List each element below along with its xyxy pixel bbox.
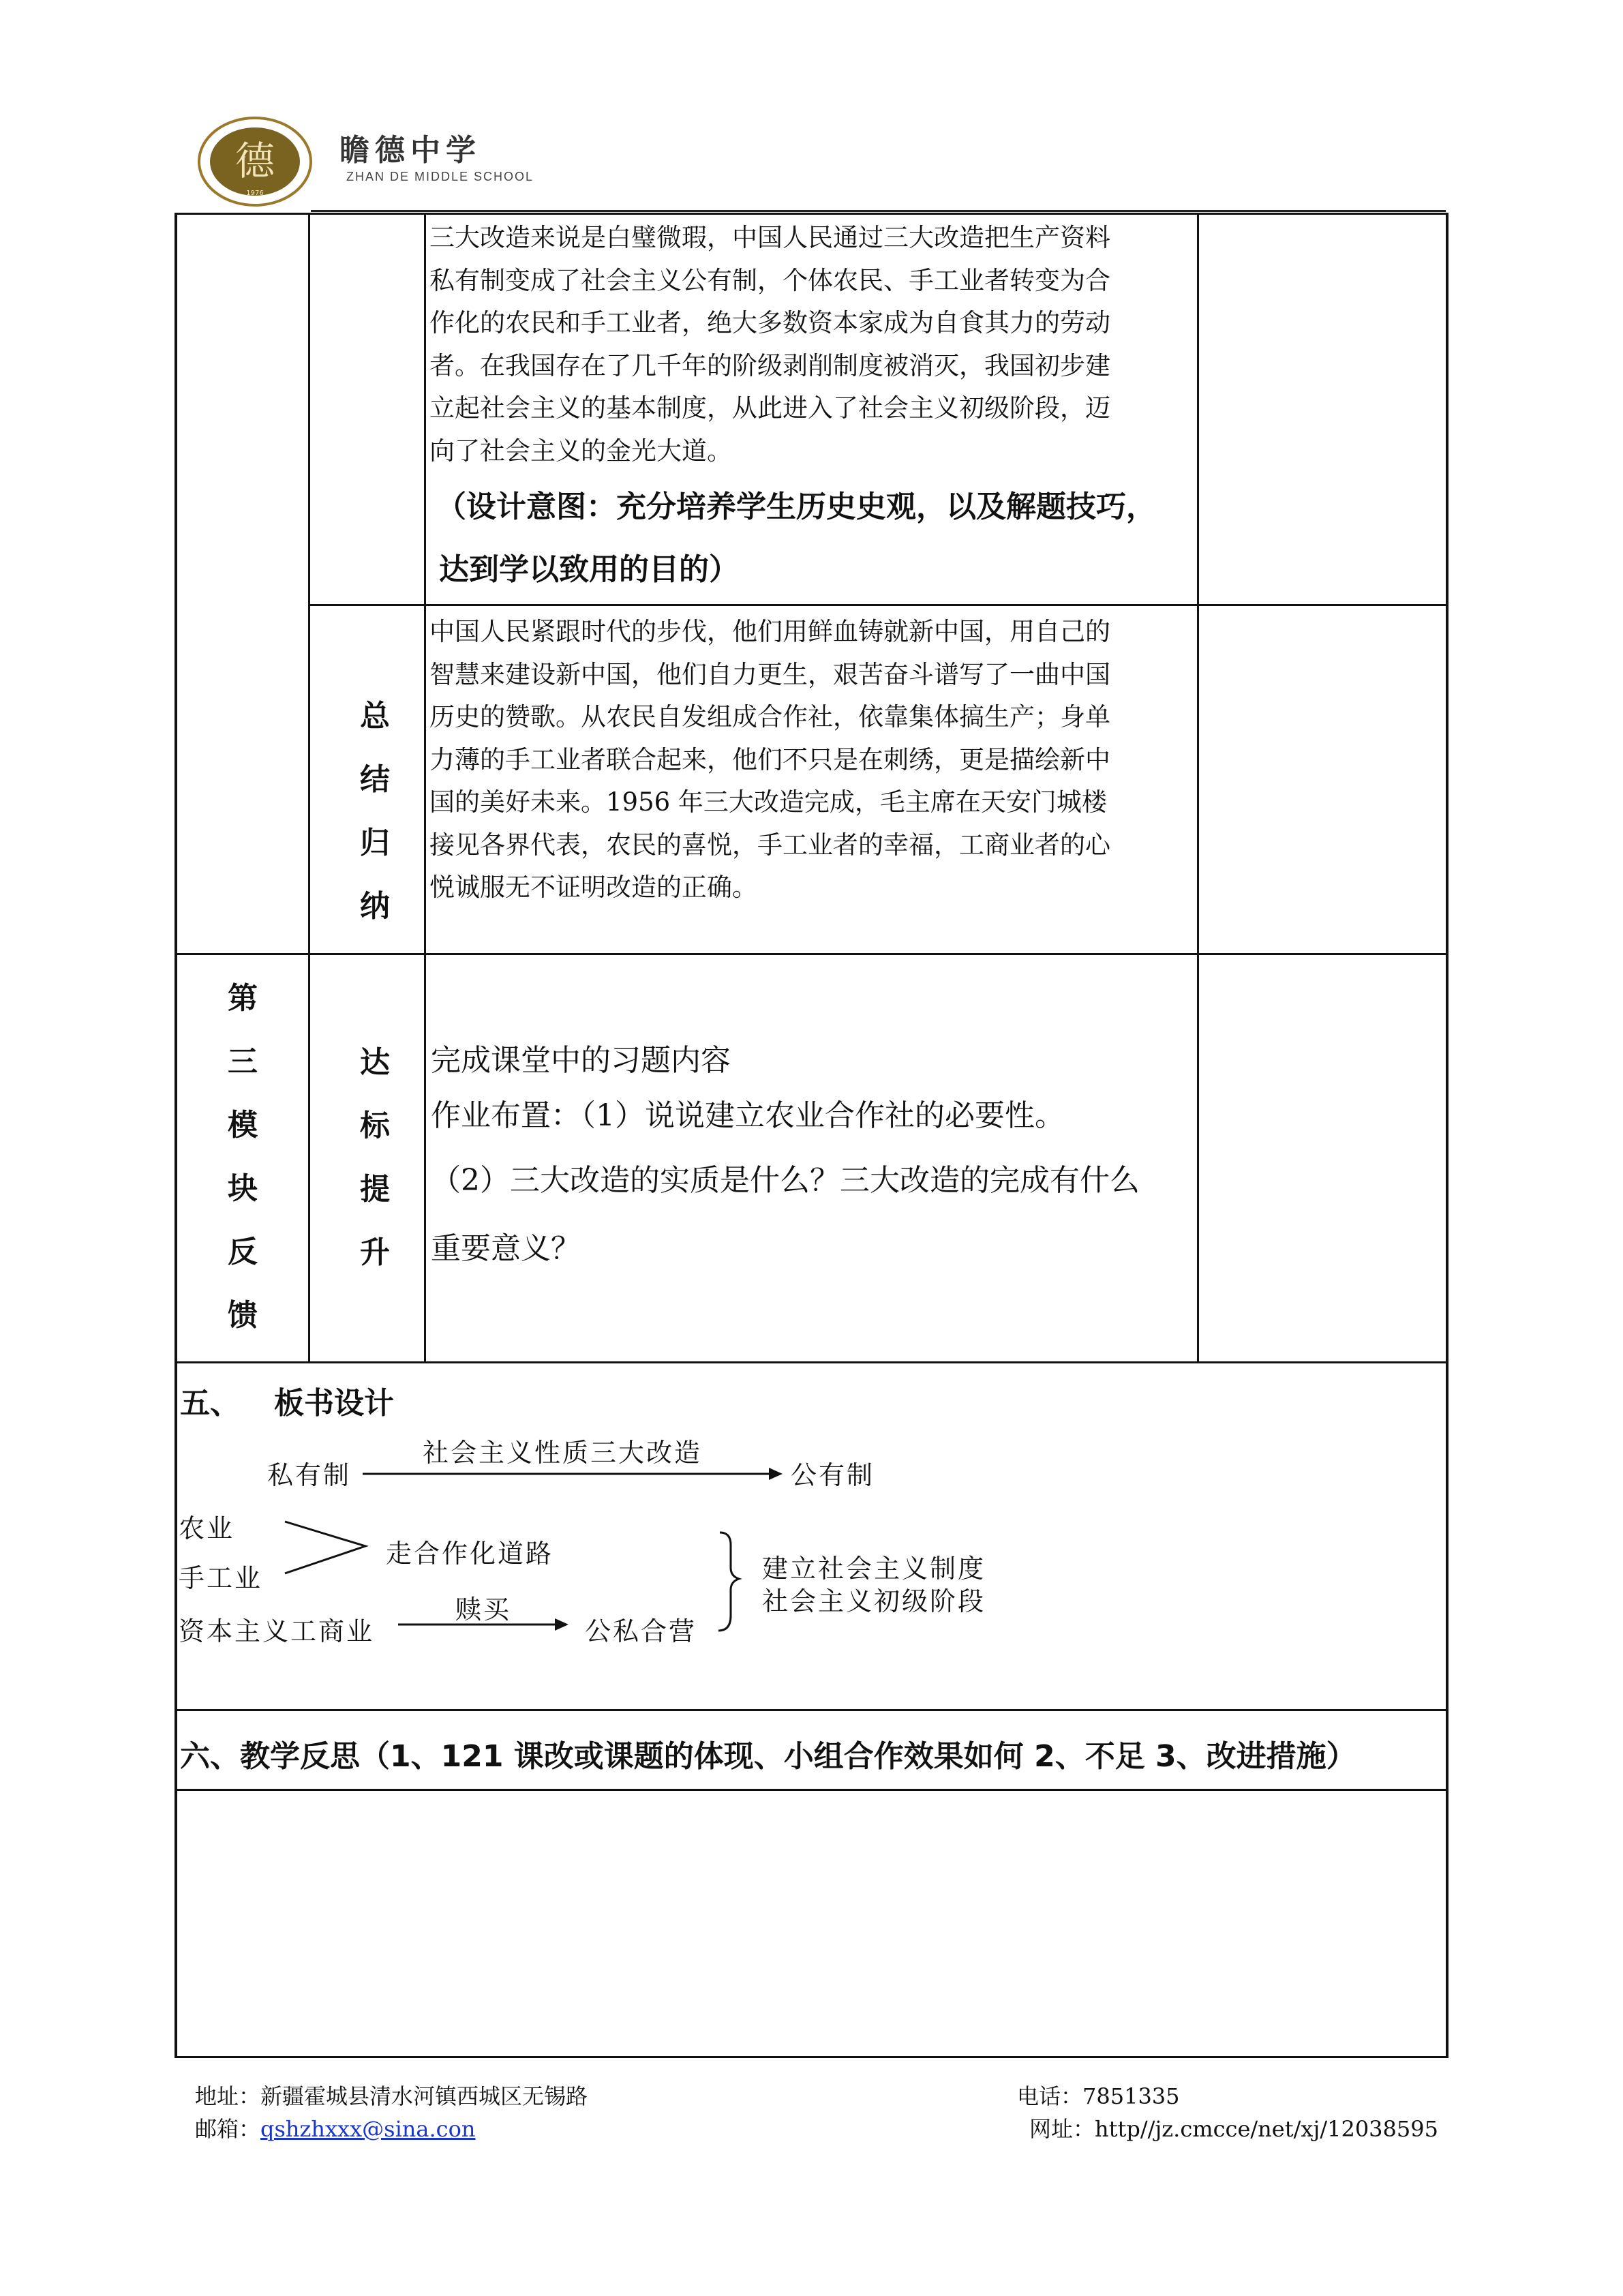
summary-label: 总 结 归 纳 [360, 699, 390, 924]
footer-email-link[interactable]: qshzhxxx@sina.con [260, 2116, 476, 2142]
design-intent-note: （设计意图：充分培养学生历史史观，以及解题技巧， 达到学以致用的目的） [436, 489, 1156, 587]
module3-label: 第 三 模 块 反 馈 [228, 981, 258, 1333]
board-agriculture: 农业 [179, 1513, 235, 1543]
continued-paragraph: 三大改造来说是白璧微瑕，中国人民通过三大改造把生产资料 私有制变成了社会主义公有制，个体农民、手工业者转变为合 作化的农民和手工业者，绝大多数资本家成为自食其力的劳动 者。在我国存在了几千年的阶级剥削制度被消灭，我国初步建 立起社会主义的基本制度，从此进入了社会主义初级阶段，迈 向了社会主义的金光大道。 [429, 223, 1110, 466]
svg-text:1976: 1976 [246, 190, 264, 197]
board-design-heading: 五、 板书设计 [180, 1386, 394, 1421]
school-name-en: ZHAN DE MIDDLE SCHOOL [346, 170, 534, 183]
board-public: 公有制 [791, 1460, 875, 1490]
summary-paragraph: 中国人民紧跟时代的步伐，他们用鲜血铸就新中国，用自己的 智慧来建设新中国，他们自力更生，艰苦奋斗谱写了一曲中国 历史的赞歌。从农民自发组成合作社，依靠集体搞生产；身单 力薄的手工业者联合起来，他们不只是在刺绣，更是描绘新中 国的美好未来。1956 年三大改造完成，毛主席在天安门城楼 接见各界代表，农民的喜悦，手工业者的幸福，工商业者的心 悦诚服无不证明改造的正确。 [429, 617, 1110, 902]
result-brace [718, 1532, 739, 1631]
footer-email-row [195, 2112, 475, 2143]
school-name-cn: 瞻德中学 [339, 133, 481, 168]
merge-lines [285, 1522, 365, 1573]
board-transform-label: 社会主义性质三大改造 [423, 1438, 703, 1468]
reflection-heading: 六、教学反思（1、121 课改或课题的体现、小组合作效果如何 2、不足 3、改进措施） [180, 1739, 1356, 1774]
board-joint: 公私合营 [585, 1616, 697, 1646]
board-handicraft: 手工业 [179, 1563, 263, 1593]
svg-text:德: 德 [234, 138, 275, 184]
footer-email-label: 邮箱： [195, 2116, 261, 2142]
homework-text: 完成课堂中的习题内容 作业布置：（1）说说建立农业合作社的必要性。 （2）三大改造的实质是什么？三大改造的完成有什么 重要意义？ [431, 1043, 1140, 1266]
board-capitalist: 资本主义工商业 [179, 1616, 375, 1646]
board-result2: 社会主义初级阶段 [762, 1586, 986, 1616]
footer-address: 地址：新疆霍城县清水河镇西城区无锡路 [195, 2083, 588, 2109]
target-label: 达 标 提 升 [360, 1045, 390, 1270]
board-private: 私有制 [267, 1460, 352, 1490]
footer-website[interactable]: 网址：http//jz.cmcce/net/xj/12038595 [1029, 2116, 1438, 2142]
board-cooperative: 走合作化道路 [386, 1539, 554, 1569]
board-redeem: 赎买 [455, 1595, 512, 1625]
footer-phone: 电话：7851335 [1017, 2083, 1180, 2109]
board-result1: 建立社会主义制度 [762, 1554, 986, 1584]
